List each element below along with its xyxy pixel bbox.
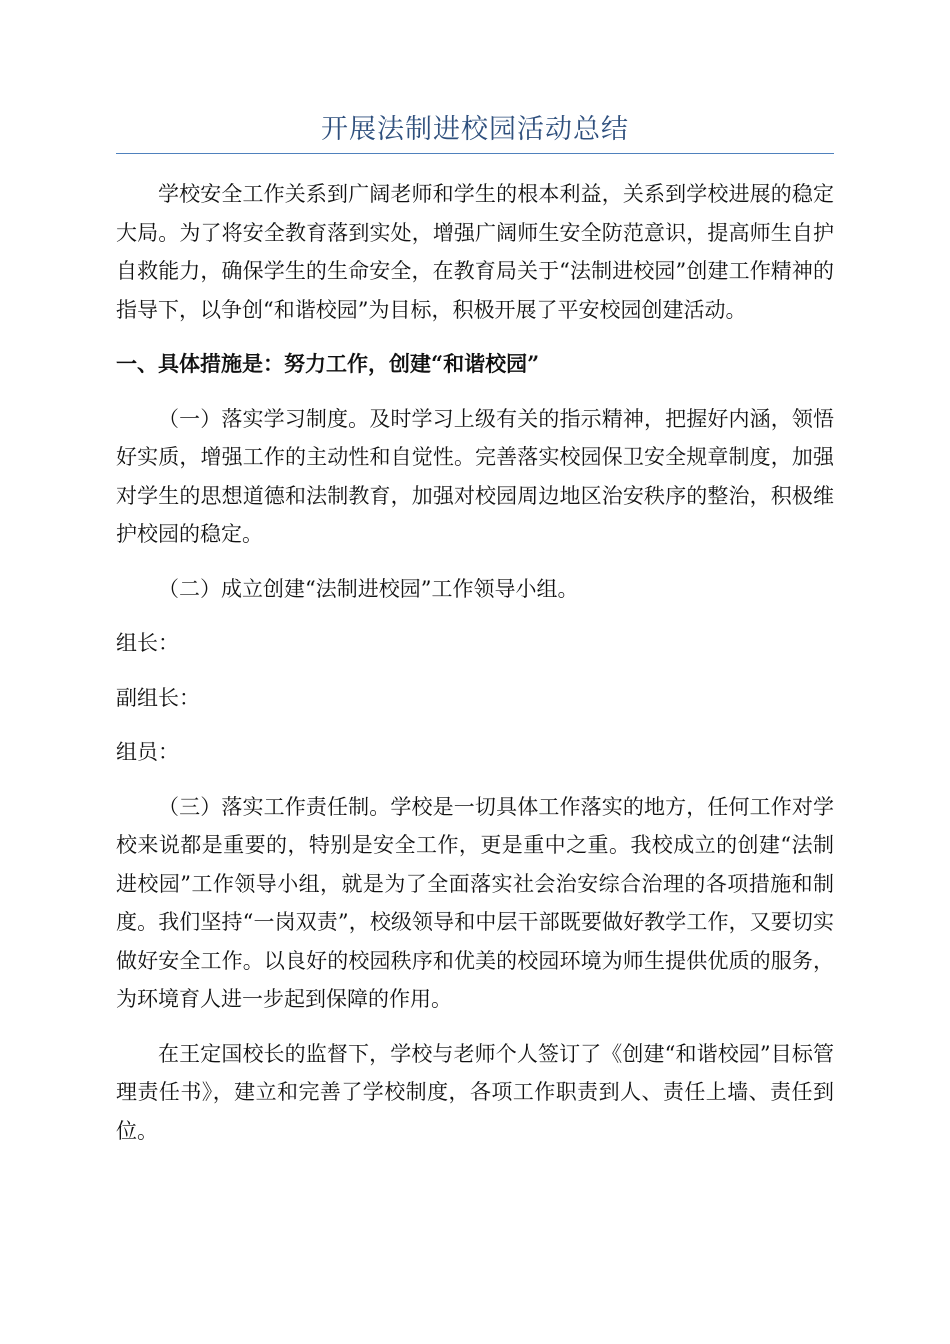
deputy-leader-line: 副组长：: [116, 685, 200, 710]
measure-2-paragraph: （二）成立创建“法制进校园”工作领导小组。: [158, 576, 579, 601]
document-body: [116, 175, 834, 1166]
document-title: 开展法制进校园活动总结: [321, 114, 629, 145]
title-underline: [116, 153, 834, 154]
supervision-paragraph: 在王定国校长的监督下，学校与老师个人签订了《创建“和谐校园”目标管理责任书》，建立和完善了学校制度，各项工作职责到人、责任上墙、责任到位。: [116, 1041, 834, 1143]
intro-paragraph: 学校安全工作关系到广阔老师和学生的根本利益，关系到学校进展的稳定大局。为了将安全教育落到实处，增强广阔师生安全防范意识，提高师生自护自救能力，确保学生的生命安全，在教育局关于“法制进校园”创建工作精神的指导下，以争创“和谐校园”为目标，积极开展了平安校园创建活动。: [116, 182, 834, 322]
leader-line: 组长：: [116, 631, 179, 655]
measure-3-paragraph: （三）落实工作责任制。学校是一切具体工作落实的地方，任何工作对学校来说都是重要的，特别是安全工作，更是重中之重。我校成立的创建“法制进校园”工作领导小组，就是为了全面落实社会治安综合治理的各项措施和制度。我们坚持“一岗双责”，校级领导和中层干部既要做好教学工作，又要切实做好安全工作。以良好的校园秩序和优美的校园环境为师生提供优质的服务，为环境育人进一步起到保障的作用。: [116, 794, 834, 1011]
measure-1-paragraph: （一）落实学习制度。及时学习上级有关的指示精神，把握好内涵，领悟好实质，增强工作的主动性和自觉性。完善落实校园保卫安全规章制度，加强对学生的思想道德和法制教育，加强对校园周边地区治安秩序的整治，积极维护校园的稳定。: [116, 406, 834, 546]
section-heading: 一、具体措施是：努力工作，创建“和谐校园”: [116, 351, 540, 376]
members-line: 组员：: [116, 740, 179, 764]
